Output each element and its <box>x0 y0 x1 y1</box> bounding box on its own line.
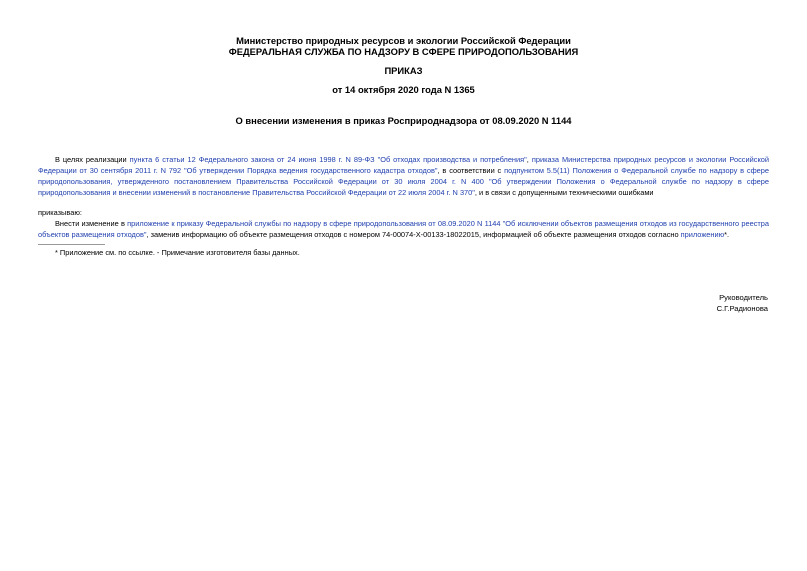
order-paragraph <box>38 218 769 240</box>
footnote-divider <box>38 244 105 245</box>
preamble-text-2: , <box>526 155 532 164</box>
ministry-name: Министерство природных ресурсов и экологии Российской Федерации <box>236 35 571 46</box>
document-date-number: от 14 октября 2020 года N 1365 <box>332 84 475 95</box>
document-title: О внесении изменения в приказ Росприроднадзора от 08.09.2020 N 1144 <box>235 115 572 126</box>
service-name: ФЕДЕРАЛЬНАЯ СЛУЖБА ПО НАДЗОРУ В СФЕРЕ ПРИРОДОПОЛЬЗОВАНИЯ <box>228 46 579 57</box>
signature-name: С.Г.Радионова <box>716 304 768 313</box>
preamble-text-1: В целях реализации <box>55 155 130 164</box>
preamble-text-3: , в соответствии с <box>437 166 505 175</box>
link-federal-law-89[interactable]: пункта 6 статьи 12 Федерального закона от 24 июня 1998 г. N 89-ФЗ "Об отходах производства и потребления" <box>129 155 527 164</box>
order-word: приказываю: <box>38 208 82 217</box>
link-appendix[interactable]: приложению <box>680 230 725 239</box>
link-subpoint-5-5-11[interactable]: подпунктом 5.5(11) Положения о Федеральной службе по надзору в сфере природопользования, утвержденного постановлением Правительства Российской Федерации от 30 июля 2004 г. N 400 <box>38 166 769 186</box>
preamble-text-5: , и в связи с допущенными техническими ошибками <box>474 188 654 197</box>
link-order-792[interactable]: приказа Министерства природных ресурсов и экологии Российской Федерации от 30 сентября 2011 г. N 792 "Об утверждении Порядка ведения государственного кадастра отходов" <box>38 155 770 175</box>
order-text-3: *. <box>724 230 730 239</box>
document-type: ПРИКАЗ <box>384 65 423 76</box>
link-appendix-order-1144[interactable]: приложение к приказу Федеральной службы по надзору в сфере природопользования от 08.09.2020 N 1144 "Об исключении объектов размещения отходов из государственного реестра объектов размещения отходов" <box>38 219 770 239</box>
order-text-1: Внести изменение в <box>55 219 128 228</box>
order-text-2: , заменив информацию об объекте размещения отходов с номером 74-00074-Х-00133-18022015, информацией об объекте размещения отходов согласно <box>146 230 681 239</box>
preamble-paragraph <box>38 154 769 198</box>
link-resolution-400[interactable]: "Об утверждении Положения о Федеральной службе по надзору в сфере природопользования и внесении изменений в постановление Правительства Российской Федерации от 22 июля 2004 г. N 370" <box>38 177 769 197</box>
footnote: * Приложение см. по ссылке. - Примечание изготовителя базы данных. <box>55 248 300 257</box>
signature-position: Руководитель <box>719 293 768 302</box>
